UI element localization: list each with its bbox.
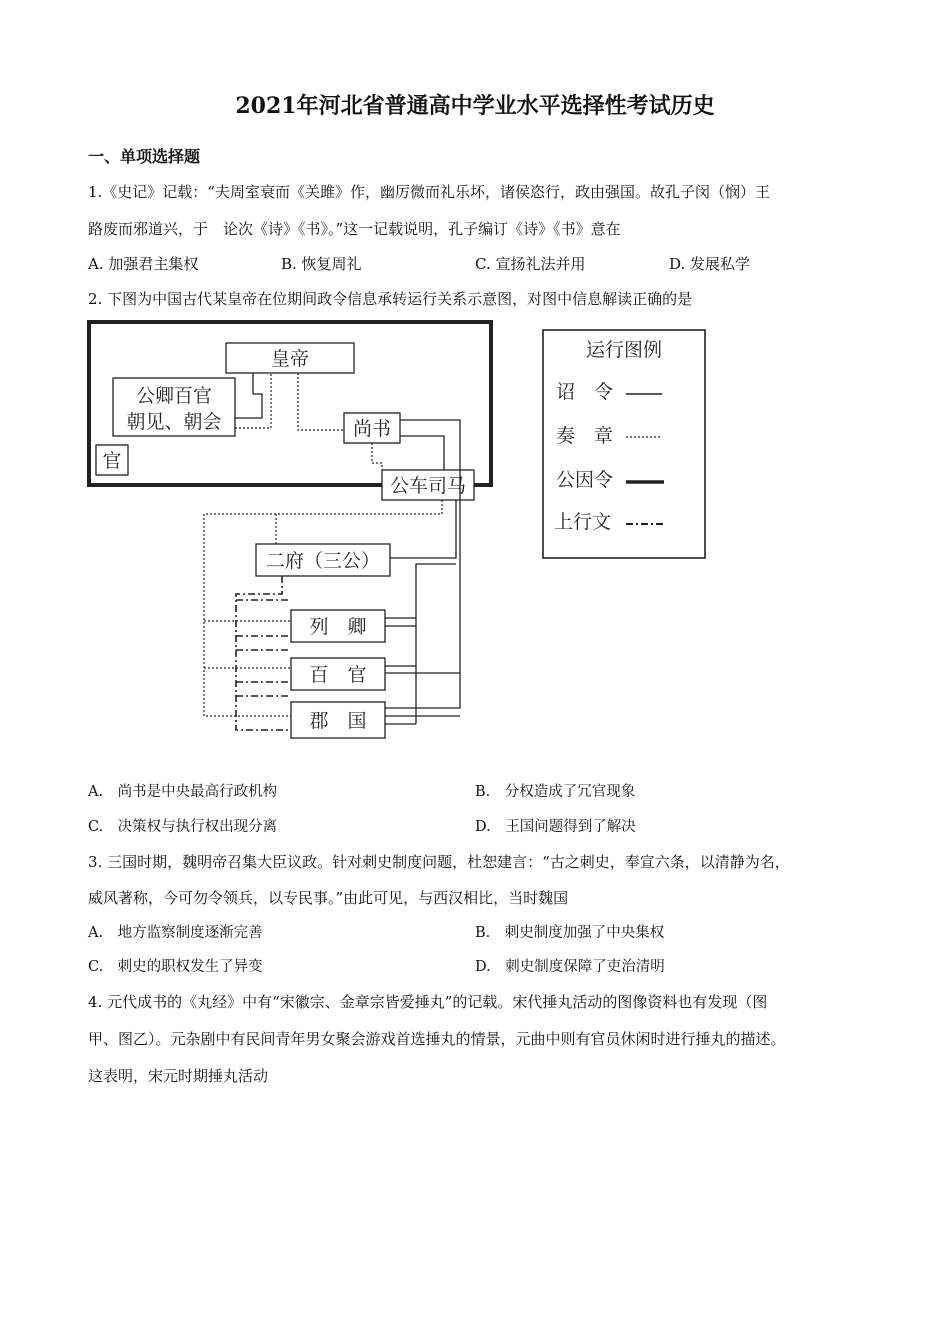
emperor-label: 皇帝: [270, 348, 310, 370]
q3-stem-line2: 威风著称，今可勿令领兵，以专民事。”由此可见，与西汉相比，当时魏国: [88, 889, 569, 907]
legend-public-order-label: 公因令: [556, 469, 614, 491]
upward-lines: [236, 576, 291, 730]
q1-option-b: B. 恢复周礼: [281, 255, 362, 273]
q3-stem-line1: 3. 三国时期，魏明帝召集大臣议政。针对刺史制度问题，杜恕建言：“古之刺史，奉宣六条，以清静为名，: [88, 853, 790, 871]
q1-option-c: C. 宣扬礼法并用: [475, 255, 586, 273]
section-heading: 一、单项选择题: [88, 147, 201, 166]
legend-edict-label: 诏 令: [556, 381, 614, 403]
q2-option-b: B. 分权造成了冗官现象: [475, 784, 636, 800]
q2-stem: 2. 下图为中国古代某皇帝在位期间政令信息承转运行关系示意图，对图中信息解读正确的是: [88, 290, 693, 308]
ministers-label-1: 公卿百官: [135, 385, 213, 407]
baiguan-label: 百 官: [309, 664, 367, 686]
q2-option-c: C. 决策权与执行权出现分离: [88, 819, 278, 835]
page-title: 2021年河北省普通高中学业水平选择性考试历史: [235, 93, 715, 119]
q1-option-d: D. 发展私学: [669, 255, 751, 273]
q3-option-b: B. 刺史制度加强了中央集权: [475, 925, 665, 941]
q3-option-d: D. 刺史制度保障了吏治清明: [475, 959, 665, 975]
shangshu-label: 尚书: [352, 418, 392, 440]
q1-stem-line1: 1.《史记》记载：“夫周室衰而《关雎》作，幽厉微而礼乐坏，诸侯恣行，政由强国。故孔子闵（悯）王: [88, 183, 770, 201]
legend-title: 运行图例: [585, 339, 663, 361]
q4-stem-line1: 4. 元代成书的《丸经》中有“宋徽宗、金章宗皆爱捶丸”的记载。宋代捶丸活动的图像资料也有发现（图: [88, 993, 768, 1011]
gongche-label: 公车司马: [389, 475, 467, 497]
government-flow-diagram: [86, 318, 711, 746]
q3-option-c: C. 刺史的职权发生了异变: [88, 959, 263, 975]
lieqing-label: 列 卿: [309, 616, 367, 638]
junguo-label: 郡 国: [309, 710, 367, 732]
guan-label: 官: [102, 450, 122, 472]
q3-option-a: A. 地方监察制度逐渐完善: [88, 925, 263, 941]
q4-stem-line3: 这表明，宋元时期捶丸活动: [88, 1067, 269, 1085]
q1-stem-line2: 路废而邪道兴，于 论次《诗》《书》。”这一记载说明，孔子编订《诗》《书》意在: [88, 220, 621, 238]
legend-upward-label: 上行文: [554, 511, 612, 533]
q2-option-a: A. 尚书是中央最高行政机构: [88, 784, 278, 800]
ministers-label-2: 朝见、朝会: [126, 411, 222, 433]
q2-option-d: D. 王国问题得到了解决: [475, 819, 636, 835]
q4-stem-line2: 甲、图乙）。元杂剧中有民间青年男女聚会游戏首选捶丸的情景，元曲中则有官员休闲时进行捶丸的描述。: [88, 1030, 786, 1048]
q1-option-a: A. 加强君主集权: [88, 255, 199, 273]
erfu-label: 二府（三公）: [265, 550, 381, 572]
legend-memorial-label: 奏 章: [556, 425, 614, 447]
